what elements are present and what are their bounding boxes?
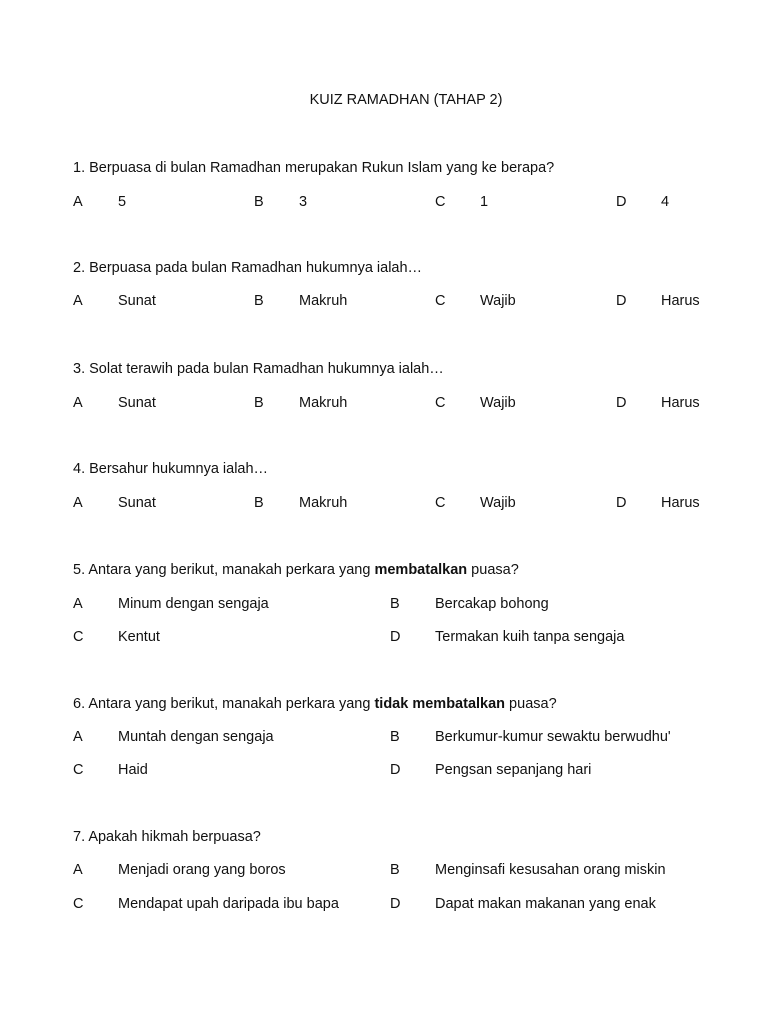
q7-option-b-text: Menginsafi kesusahan orang miskin bbox=[435, 862, 666, 878]
quiz-title: KUIZ RAMADHAN (TAHAP 2) bbox=[309, 92, 503, 108]
q4-option-a-text: Sunat bbox=[118, 495, 156, 511]
q3-option-a-text: Sunat bbox=[118, 395, 156, 411]
question-6-text-start: 6. Antara yang berikut, manakah perkara yang bbox=[73, 696, 375, 712]
q7-option-b-letter: B bbox=[390, 862, 400, 878]
question-7-text: 7. Apakah hikmah berpuasa? bbox=[73, 829, 261, 845]
question-6-text-end: puasa? bbox=[505, 696, 557, 712]
question-5-text bbox=[73, 562, 519, 578]
q4-option-c-text: Wajib bbox=[480, 495, 516, 511]
q7-option-c-letter: C bbox=[73, 896, 84, 912]
q7-option-a-letter: A bbox=[73, 862, 83, 878]
q4-option-b-text: Makruh bbox=[299, 495, 348, 511]
question-2-text: 2. Berpuasa pada bulan Ramadhan hukumnya ialah… bbox=[73, 260, 423, 276]
q1-option-b-letter: B bbox=[254, 194, 264, 210]
q3-option-a-letter: A bbox=[73, 395, 83, 411]
q6-option-d-letter: D bbox=[390, 762, 401, 778]
q7-option-d-letter: D bbox=[390, 896, 401, 912]
q1-option-c-text: 1 bbox=[480, 194, 489, 210]
q5-option-d-text: Termakan kuih tanpa sengaja bbox=[435, 629, 625, 645]
q5-option-a-text: Minum dengan sengaja bbox=[118, 596, 269, 612]
q4-option-a-letter: A bbox=[73, 495, 83, 511]
q4-option-b-letter: B bbox=[254, 495, 264, 511]
question-5-text-end: puasa? bbox=[467, 562, 519, 578]
q2-option-d-text: Harus bbox=[661, 293, 700, 309]
q1-option-a-text: 5 bbox=[118, 194, 127, 210]
q6-option-b-letter: B bbox=[390, 729, 400, 745]
q5-option-b-letter: B bbox=[390, 596, 400, 612]
q3-option-d-text: Harus bbox=[661, 395, 700, 411]
q1-option-b-text: 3 bbox=[299, 194, 308, 210]
q5-option-a-letter: A bbox=[73, 596, 83, 612]
q2-option-a-text: Sunat bbox=[118, 293, 156, 309]
question-4-text: 4. Bersahur hukumnya ialah… bbox=[73, 461, 269, 477]
q3-option-b-letter: B bbox=[254, 395, 264, 411]
q6-option-a-letter: A bbox=[73, 729, 83, 745]
q5-option-d-letter: D bbox=[390, 629, 401, 645]
q7-option-c-text: Mendapat upah daripada ibu bapa bbox=[118, 896, 339, 912]
q1-option-d-text: 4 bbox=[661, 194, 670, 210]
q2-option-d-letter: D bbox=[616, 293, 627, 309]
question-5-keyword: membatalkan bbox=[374, 562, 468, 578]
q6-option-b-text: Berkumur-kumur sewaktu berwudhu' bbox=[435, 729, 671, 745]
q1-option-d-letter: D bbox=[616, 194, 627, 210]
q4-option-c-letter: C bbox=[435, 495, 446, 511]
q2-option-b-text: Makruh bbox=[299, 293, 348, 309]
q6-option-c-letter: C bbox=[73, 762, 84, 778]
q4-option-d-text: Harus bbox=[661, 495, 700, 511]
q1-option-a-letter: A bbox=[73, 194, 83, 210]
question-6-keyword: tidak membatalkan bbox=[374, 696, 506, 712]
q6-option-c-text: Haid bbox=[118, 762, 148, 778]
question-1-text: 1. Berpuasa di bulan Ramadhan merupakan Rukun Islam yang ke berapa? bbox=[73, 160, 555, 176]
q2-option-a-letter: A bbox=[73, 293, 83, 309]
q3-option-c-letter: C bbox=[435, 395, 446, 411]
q3-option-d-letter: D bbox=[616, 395, 627, 411]
q2-option-b-letter: B bbox=[254, 293, 264, 309]
q1-option-c-letter: C bbox=[435, 194, 446, 210]
question-3-text: 3. Solat terawih pada bulan Ramadhan hukumnya ialah… bbox=[73, 361, 444, 377]
q3-option-c-text: Wajib bbox=[480, 395, 516, 411]
q5-option-b-text: Bercakap bohong bbox=[435, 596, 549, 612]
q7-option-d-text: Dapat makan makanan yang enak bbox=[435, 896, 656, 912]
q6-option-d-text: Pengsan sepanjang hari bbox=[435, 762, 592, 778]
question-5-text-start: 5. Antara yang berikut, manakah perkara yang bbox=[73, 562, 375, 578]
q3-option-b-text: Makruh bbox=[299, 395, 348, 411]
q6-option-a-text: Muntah dengan sengaja bbox=[118, 729, 274, 745]
q2-option-c-text: Wajib bbox=[480, 293, 516, 309]
question-6-text bbox=[73, 696, 557, 712]
q2-option-c-letter: C bbox=[435, 293, 446, 309]
q4-option-d-letter: D bbox=[616, 495, 627, 511]
q5-option-c-letter: C bbox=[73, 629, 84, 645]
q5-option-c-text: Kentut bbox=[118, 629, 160, 645]
q7-option-a-text: Menjadi orang yang boros bbox=[118, 862, 286, 878]
